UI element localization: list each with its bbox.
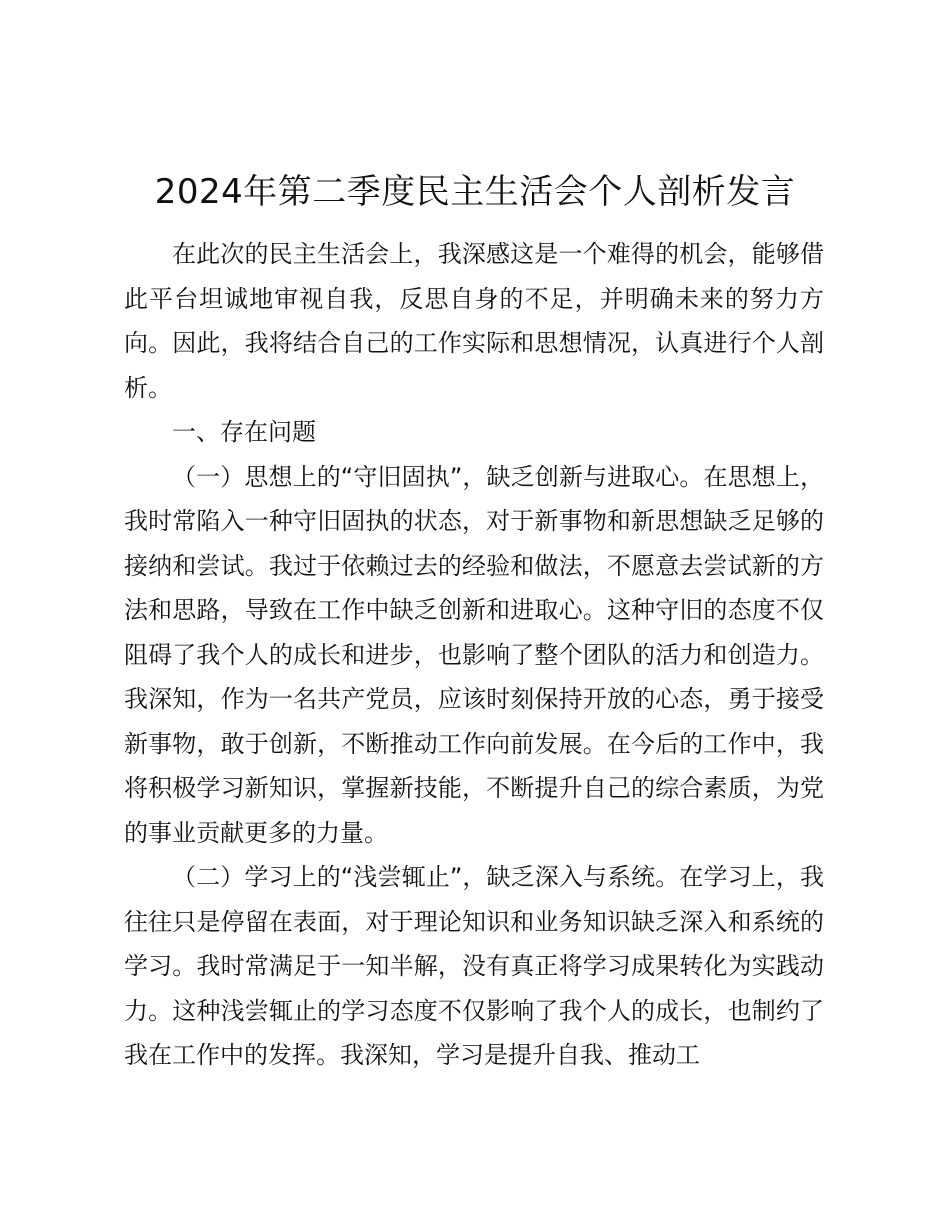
section-heading-problems: 一、存在问题 [172,418,316,446]
paragraph-intro: 在此次的民主生活会上，我深感这是一个难得的机会，能够借此平台坦诚地审视自我，反思自身的不足，并明确未来的努力方向。因此，我将结合自己的工作实际和思想情况，认真进行个人剖析。 [124,240,824,402]
document-body [124,232,824,1078]
paragraph-learning: （二）学习上的“浅尝辄止”，缺乏深入与系统。在学习上，我往往只是停留在表面，对于理论知识和业务知识缺乏深入和系统的学习。我时常满足于一知半解，没有真正将学习成果转化为实践动力。这种浅尝辄止的学习态度不仅影响了我个人的成长，也制约了我在工作中的发挥。我深知，学习是提升自我、推动工 [124,863,824,1069]
paragraph-thinking: （一）思想上的“守旧固执”，缺乏创新与进取心。在思想上，我时常陷入一种守旧固执的状态，对于新事物和新思想缺乏足够的接纳和尝试。我过于依赖过去的经验和做法，不愿意去尝试新的方法和思路，导致在工作中缺乏创新和进取心。这种守旧的态度不仅阻碍了我个人的成长和进步，也影响了整个团队的活力和创造力。我深知，作为一名共产党员，应该时刻保持开放的心态，勇于接受新事物，敢于创新，不断推动工作向前发展。在今后的工作中，我将积极学习新知识，掌握新技能，不断提升自己的综合素质，为党的事业贡献更多的力量。 [124,462,824,847]
document-title: 2024年第二季度民主生活会个人剖析发言 [154,172,796,212]
